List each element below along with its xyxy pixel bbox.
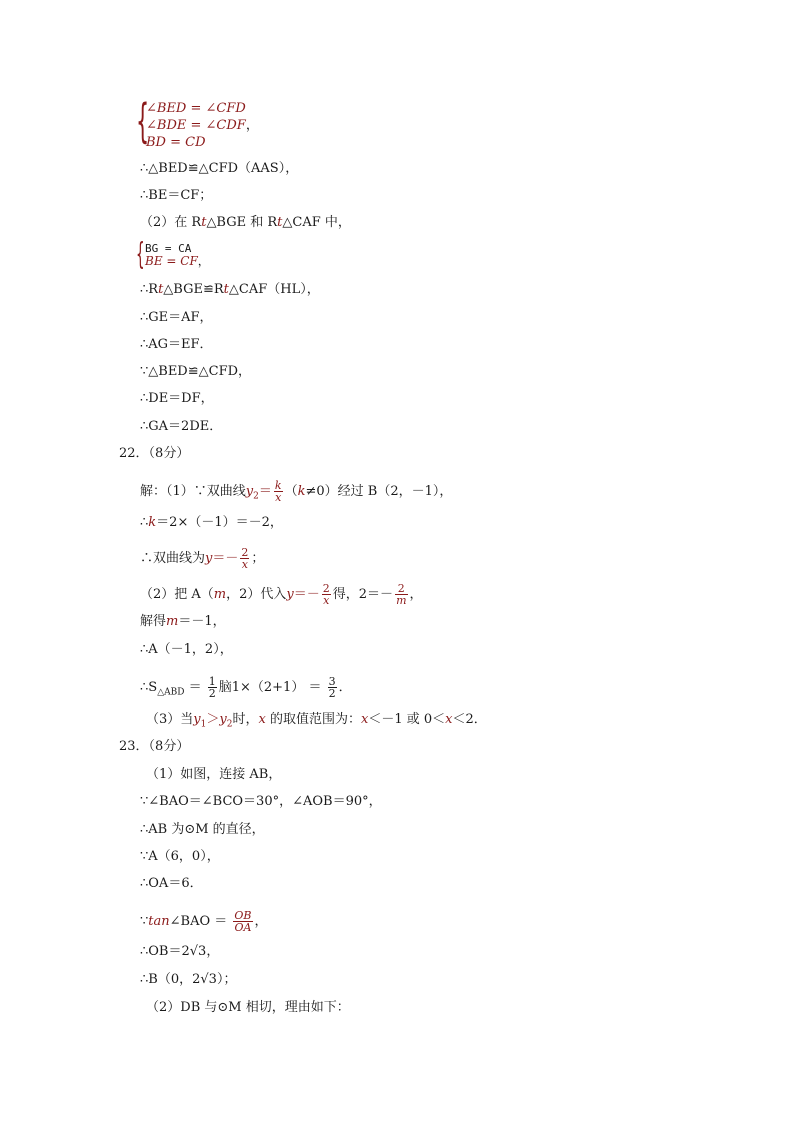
system-brace: { — [136, 237, 145, 272]
text-line: ∵A（6，0）， — [140, 849, 220, 864]
text-line: ∴AG＝EF． — [140, 337, 213, 352]
text-line: 解：（1）∵双曲线$y_2=$ $\frac{k}{x}$ （k≠0）经过 B（2，－1）， — [140, 479, 453, 504]
text-line: ∴BE＝CF； — [140, 188, 213, 203]
text-line: ∴GE＝AF， — [140, 310, 213, 325]
text-line: ∴B（0，2√3）； — [140, 972, 237, 987]
equation-system-2 — [145, 242, 210, 268]
text-line: ∵△BED≌△CFD， — [140, 364, 252, 379]
fraction: $\frac{2}{x}$ — [241, 546, 249, 571]
text-line: （2）在 Rt△BGE 和 Rt△CAF 中， — [140, 215, 351, 230]
text-line: ∴Rt△BGE≌Rt△CAF（HL）， — [140, 282, 320, 297]
text-line: ∴AB 为⊙M 的直径， — [140, 822, 265, 837]
text-line: （2）把 A（m，2）代入y＝－ $\frac{2}{x}$ 得，2＝－ $\frac{2}{m}$ ， — [140, 582, 423, 607]
text-line: ∴k＝2×（－1）＝－2， — [140, 515, 283, 530]
text-line: ∵tan∠BAO ＝ $\frac{OB}{OA}$ ， — [140, 909, 268, 934]
fraction: $\frac{OB}{OA}$ — [234, 909, 252, 934]
fraction: $\frac{2}{x}$ — [322, 582, 330, 607]
text-line: ∴DE＝DF， — [140, 391, 214, 406]
text-line: ∴△BED≌△CFD（AAS）， — [140, 161, 299, 176]
fraction: $\frac{3}{2}$ — [328, 675, 336, 700]
equation-system-1 — [146, 100, 259, 151]
text-line: ∴OA＝6． — [140, 876, 203, 891]
text-line: $\therefore S_{\triangle ABD}$ ＝ $\frac{1}{2}$ 脑1×（2+1） ＝ $\frac{3}{2}$ ． — [140, 675, 352, 700]
fraction: $\frac{2}{m}$ — [396, 582, 407, 607]
text-line: ∵∠BAO＝∠BCO＝30°，∠AOB＝90°， — [140, 794, 382, 809]
system-row: BD = CD — [146, 135, 206, 150]
text-line: ∴A（－1，2）， — [140, 642, 233, 657]
system-row: ∠BED = ∠CFD — [146, 101, 246, 116]
text-line: 解得m＝－1， — [140, 614, 226, 629]
text-line: ∴GA＝2DE． — [140, 419, 223, 434]
fraction: $\frac{1}{2}$ — [208, 675, 216, 700]
text-line: （1）如图，连接 AB， — [146, 767, 282, 782]
system-row: BE = CF， — [145, 254, 210, 268]
fraction: $\frac{k}{x}$ — [274, 479, 282, 504]
question-heading: 22．（8分） — [119, 446, 190, 461]
text-line: ∴双曲线为y＝－ $\frac{2}{x}$ ； — [140, 546, 265, 571]
system-brace: { — [136, 94, 150, 148]
text-line: （3）当$y_1>y_2$时，x 的取值范围为：x＜－1 或 0＜x＜2． — [146, 712, 487, 730]
text-line: ∴OB＝2√3， — [140, 944, 220, 959]
text-line: （2）DB 与⊙M 相切，理由如下： — [146, 1000, 350, 1015]
question-heading: 23．（8分） — [119, 739, 190, 754]
system-row: BG = CA — [145, 242, 192, 255]
system-row: ∠BDE = ∠CDF， — [146, 118, 259, 133]
